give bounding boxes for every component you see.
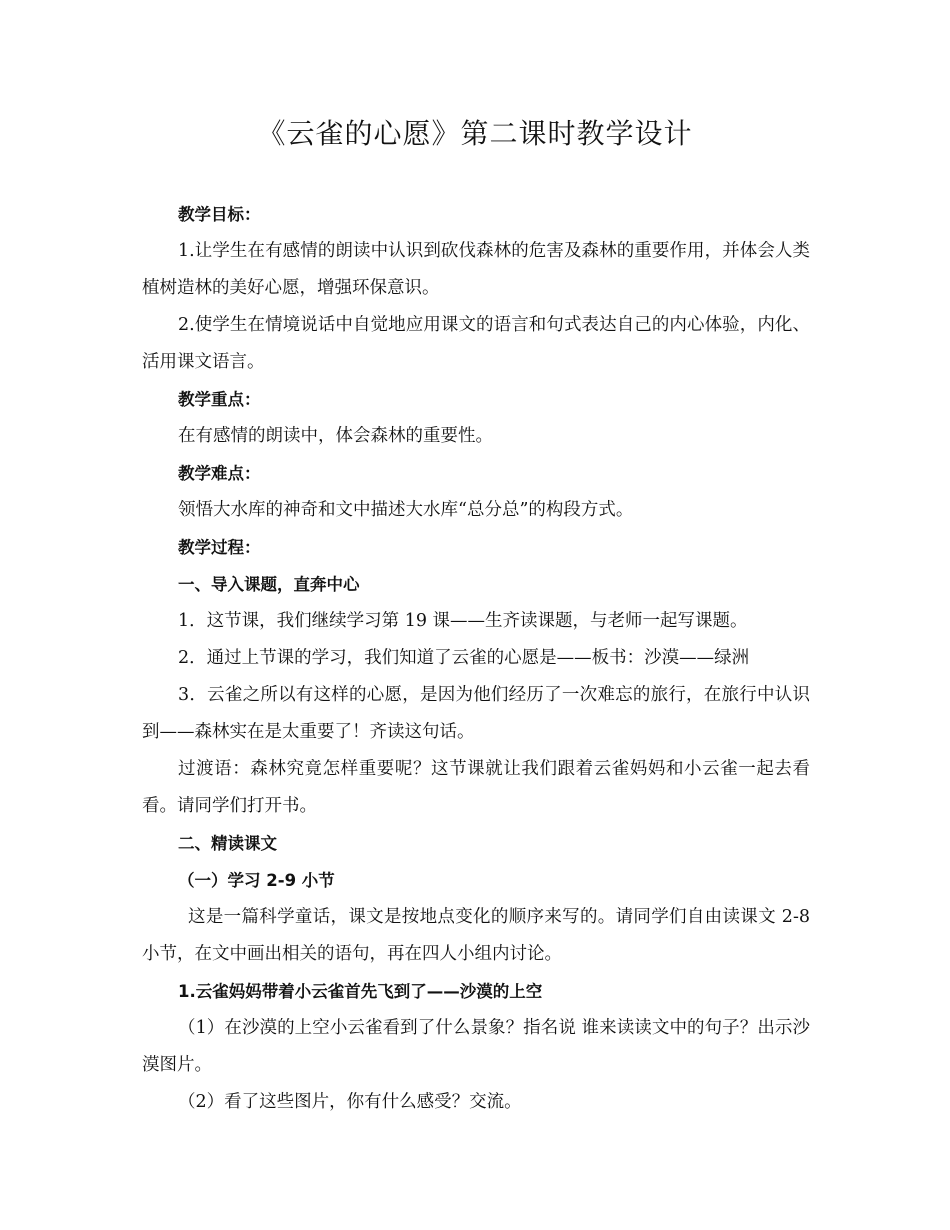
section-1-item-2: 2．通过上节课的学习，我们知道了云雀的心愿是——板书：沙漠——绿洲 bbox=[178, 648, 750, 668]
section-1-heading: 一、导入课题，直奔中心 bbox=[178, 575, 360, 594]
document-body bbox=[142, 196, 810, 1121]
point-1-question-1: （1）在沙漠的上空小云雀看到了什么景象？指名说 谁来读读文中的句子？出示沙漠图片。 bbox=[142, 1018, 810, 1075]
document-title: 《云雀的心愿》第二课时教学设计 bbox=[257, 117, 693, 150]
point-1-question-2: （2）看了这些图片，你有什么感受？交流。 bbox=[178, 1092, 522, 1112]
goal-1: 1.让学生在有感情的朗读中认识到砍伐森林的危害及森林的重要作用，并体会人类植树造林的美好心愿，增强环保意识。 bbox=[142, 241, 810, 298]
section-1-item-3: 3．云雀之所以有这样的心愿，是因为他们经历了一次难忘的旅行，在旅行中认识到——森林实在是太重要了！齐读这句话。 bbox=[142, 685, 810, 742]
difficulty-text: 领悟大水库的神奇和文中描述大水库“总分总”的构段方式。 bbox=[178, 500, 634, 520]
key-text: 在有感情的朗读中，体会森林的重要性。 bbox=[178, 426, 493, 446]
difficulty-heading: 教学难点： bbox=[178, 464, 261, 483]
subsection-1-intro: 这是一篇科学童话，课文是按地点变化的顺序来写的。请同学们自由读课文 2-8 小节，在文中画出相关的语句，再在四人小组内讨论。 bbox=[142, 907, 810, 964]
process-heading: 教学过程： bbox=[178, 538, 261, 557]
goals-heading: 教学目标： bbox=[178, 205, 261, 224]
subsection-1-heading: （一）学习 2-9 小节 bbox=[178, 871, 335, 890]
goal-2: 2.使学生在情境说话中自觉地应用课文的语言和句式表达自己的内心体验，内化、活用课文语言。 bbox=[142, 315, 810, 372]
key-heading: 教学重点： bbox=[178, 390, 261, 409]
point-1-heading: 1.云雀妈妈带着小云雀首先飞到了——沙漠的上空 bbox=[178, 982, 543, 1001]
transition-text: 过渡语：森林究竟怎样重要呢？这节课就让我们跟着云雀妈妈和小云雀一起去看看。请同学们打开书。 bbox=[142, 759, 810, 816]
section-2-heading: 二、精读课文 bbox=[178, 834, 277, 853]
section-1-item-1: 1．这节课，我们继续学习第 19 课——生齐读课题，与老师一起写课题。 bbox=[178, 611, 748, 631]
